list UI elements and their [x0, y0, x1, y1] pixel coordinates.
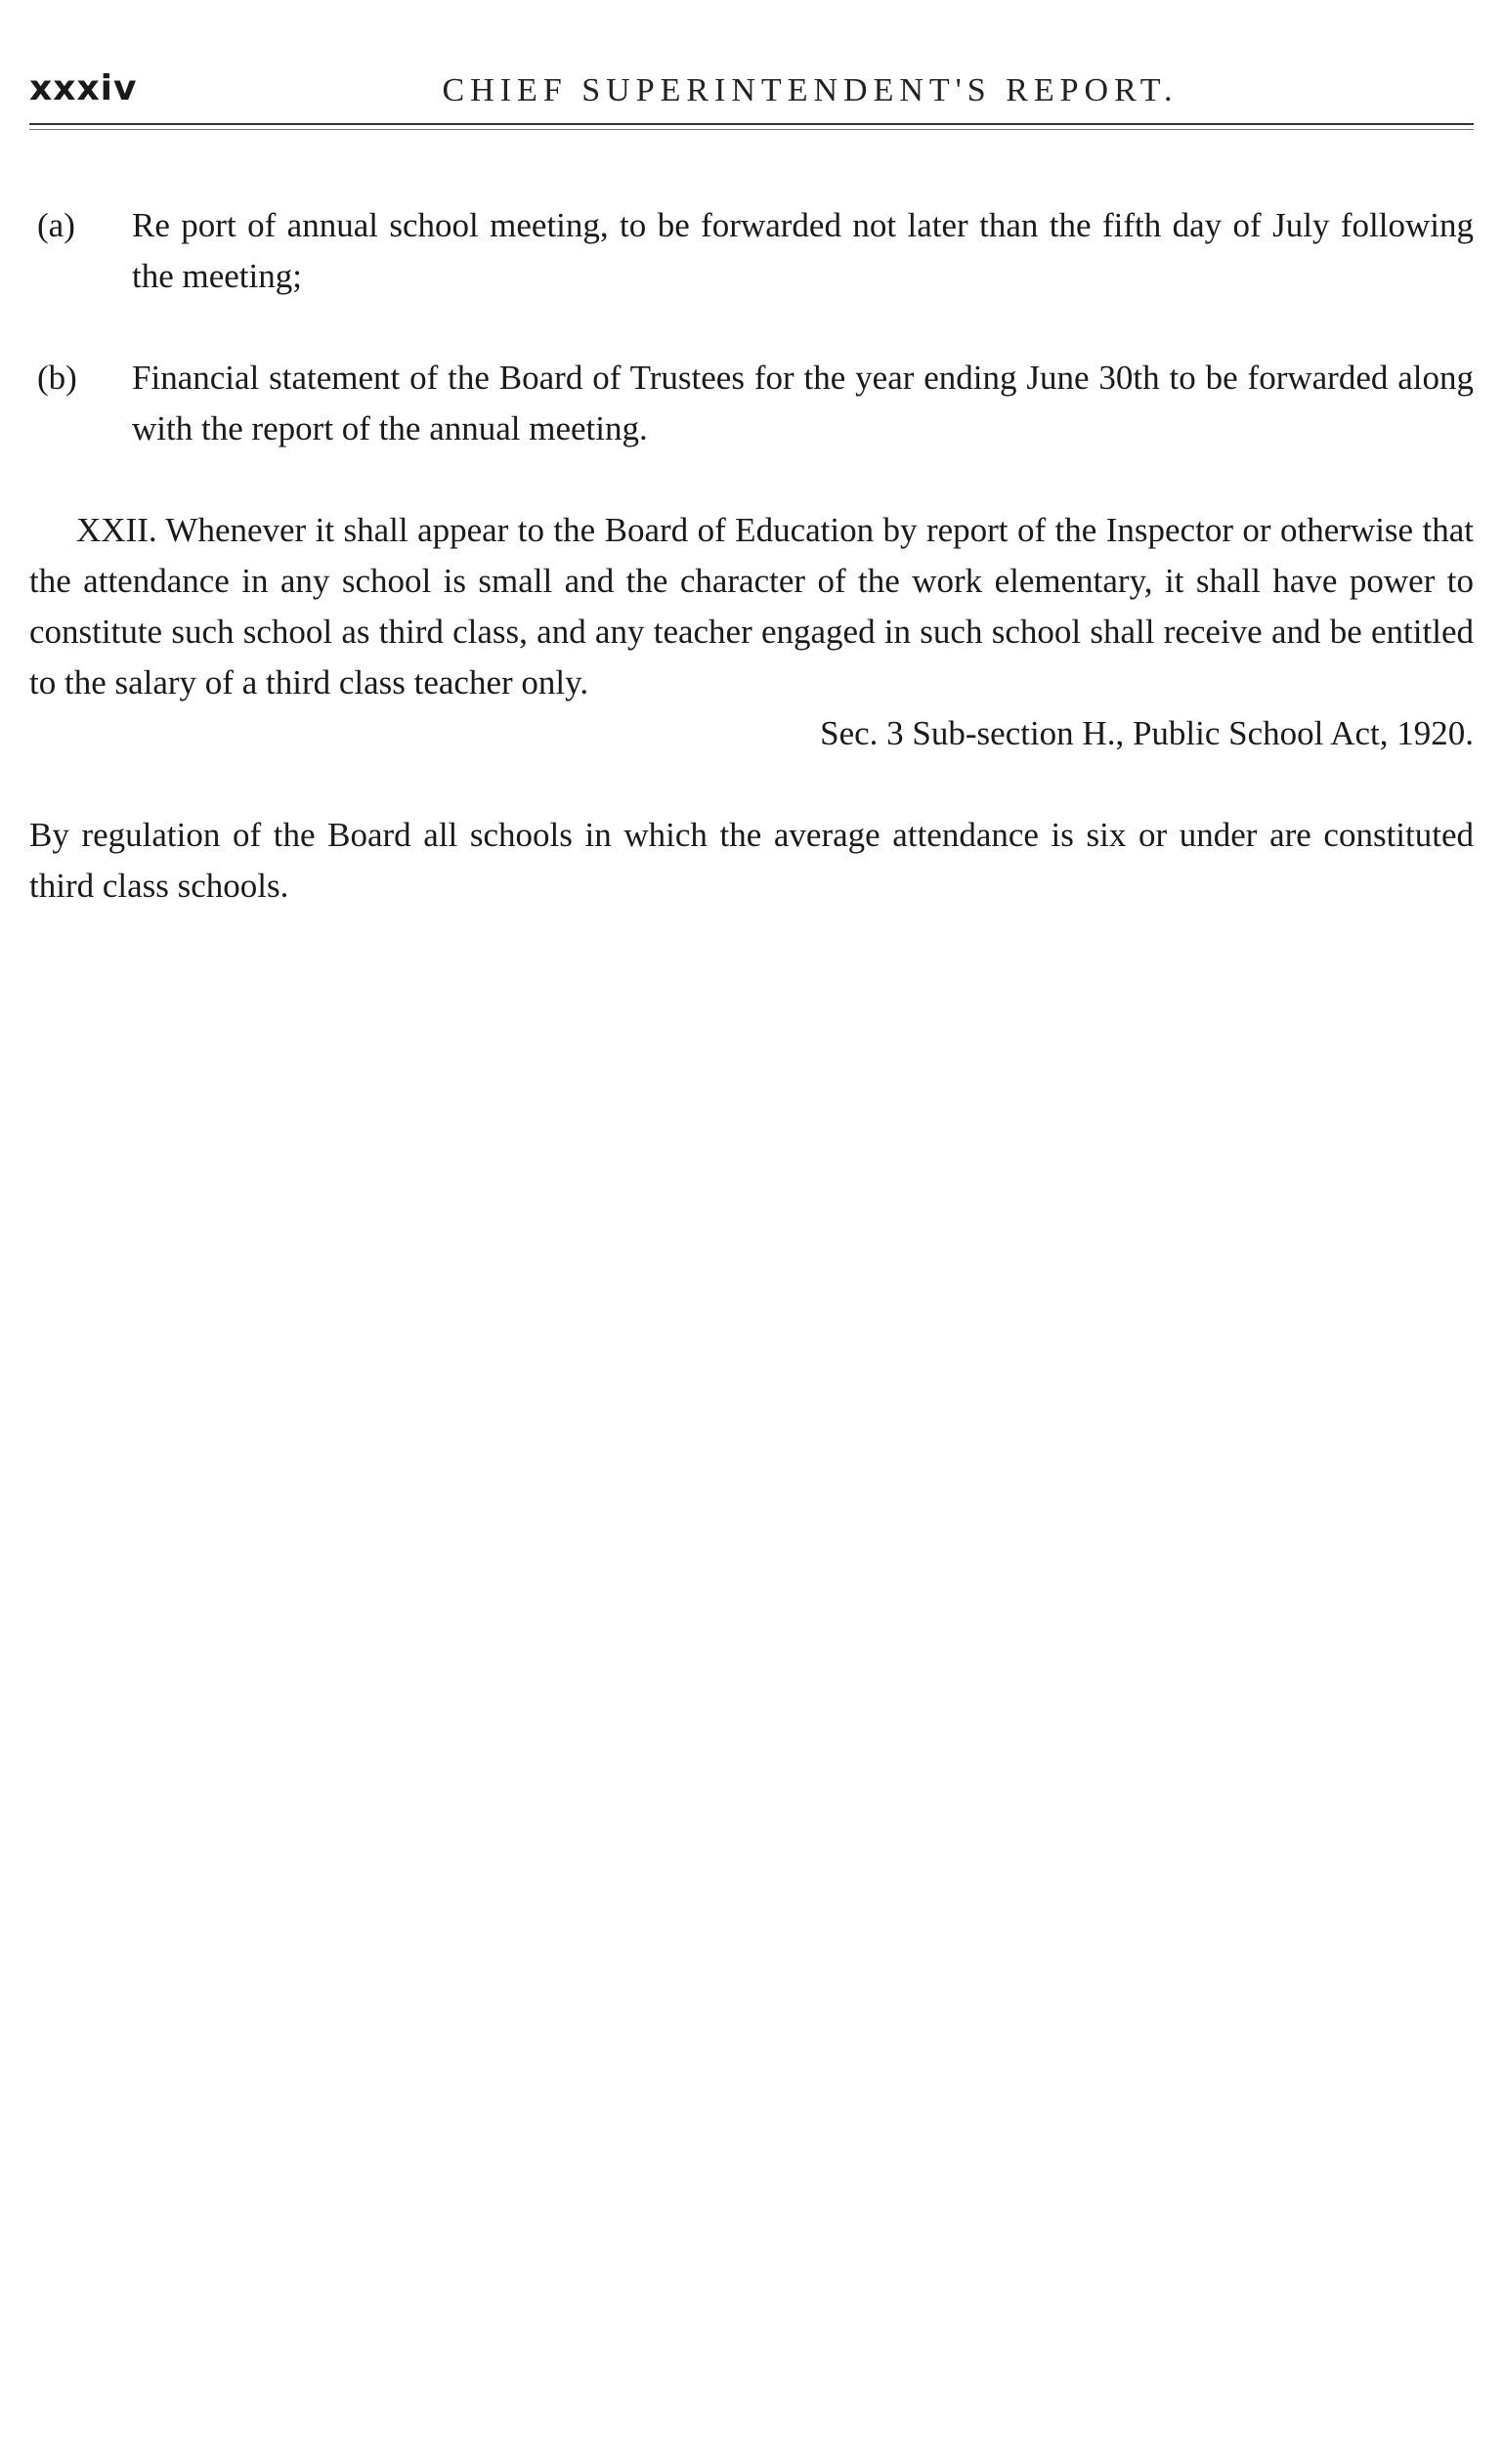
page-header	[29, 59, 1474, 113]
running-head: CHIEF SUPERINTENDENT'S REPORT.	[442, 72, 1179, 108]
header-rule	[29, 123, 1474, 125]
clause-marker: (b)	[37, 359, 77, 397]
clause-text: Re port of annual school meeting, to be forwarded not later than the fifth day of July following the meeting;	[132, 206, 1474, 295]
clause-a	[29, 200, 1474, 302]
clause-b	[29, 353, 1474, 454]
page-number: xxxiv	[29, 68, 138, 108]
header-rule-thin	[29, 129, 1474, 130]
section-xxii: XXII. Whenever it shall appear to the Board of Education by report of the Inspector or otherwise that the attendance in any school is small and the character of the work elementary, it shall have power to constitute such school as third class, and any teacher engaged in such school shall receive and be entitled to the salary of a third class teacher only.	[29, 511, 1474, 701]
section-citation: Sec. 3 Sub-section H., Public School Act, 1920.	[820, 714, 1474, 752]
clause-marker: (a)	[37, 206, 75, 244]
regulation-paragraph: By regulation of the Board all schools in which the average attendance is six or under are constituted third class schools.	[29, 816, 1474, 905]
page-body	[29, 200, 1474, 912]
document-page	[29, 59, 1474, 905]
clause-text: Financial statement of the Board of Trustees for the year ending June 30th to be forwarded along with the report of the annual meeting.	[132, 359, 1474, 447]
